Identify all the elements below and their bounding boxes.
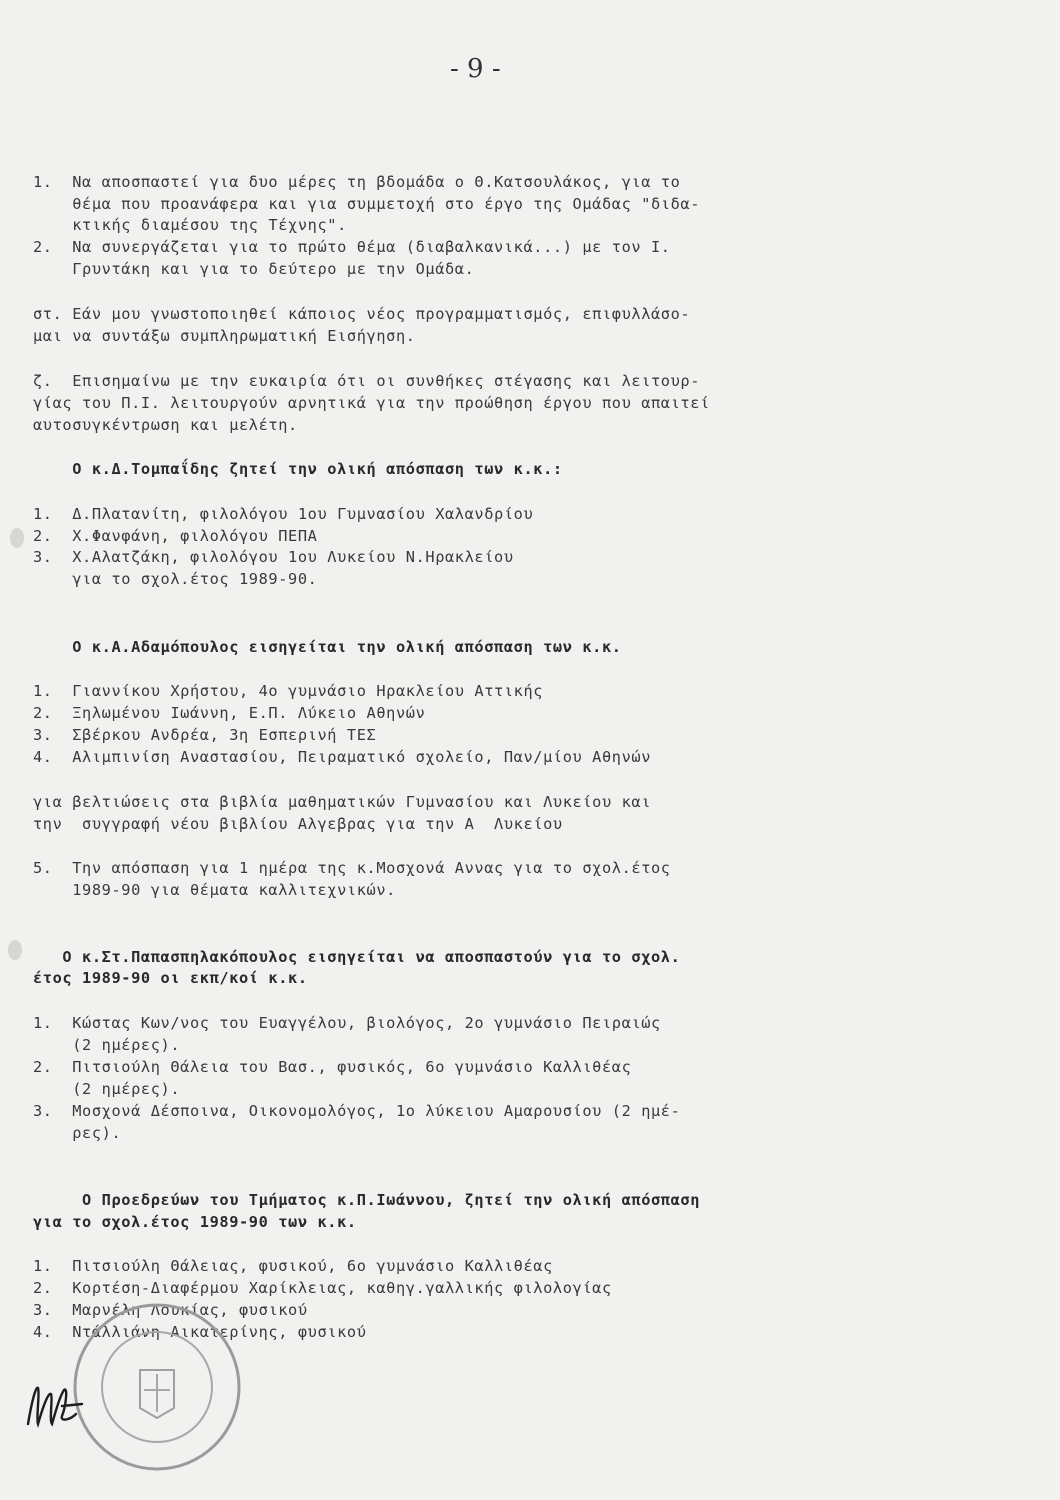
signature	[22, 1380, 102, 1430]
text-line: 4. Ντάλλιάνη Αικατερίνης, φυσικού	[33, 1323, 367, 1341]
text-line: γίας του Π.Ι. λειτουργούν αρνητικά για την προώθηση έργου που απαιτεί	[33, 394, 710, 412]
text-line: 3. Μοσχονά Δέσποινα, Οικονομολόγος, 1ο λύκειου Αμαρουσίου (2 ημέ-	[33, 1102, 681, 1120]
text-line: 3. Χ.Αλατζάκη, φιλολόγου 1ου Λυκείου Ν.Ηρακλείου	[33, 548, 514, 566]
text-line: 2. Κορτέση-Διαφέρμου Χαρίκλειας, καθηγ.γαλλικής φιλολογίας	[33, 1279, 612, 1297]
text-line: 3. Σβέρκου Ανδρέα, 3η Εσπερινή ΤΕΣ	[33, 726, 377, 744]
section-heading: για το σχολ.έτος 1989-90 των κ.κ.	[33, 1213, 357, 1231]
punch-hole-top	[10, 528, 24, 548]
text-line: 1. Κώστας Κων/νος του Ευαγγέλου, βιολόγος, 2ο γυμνάσιο Πειραιώς	[33, 1014, 661, 1032]
text-line: ζ. Επισημαίνω με την ευκαιρία ότι οι συνθήκες στέγασης και λειτουρ-	[33, 372, 701, 390]
text-line: την συγγραφή νέου βιβλίου Αλγεβρας για την Α Λυκείου	[33, 815, 563, 833]
text-line: 1. Πιτσιούλη Θάλειας, φυσικού, 6ο γυμνάσιο Καλλιθέας	[33, 1257, 553, 1275]
section-heading: Ο Προεδρεύων του Τμήματος κ.Π.Ιωάννου, ζητεί την ολική απόσπαση	[33, 1191, 701, 1209]
section-heading: Ο κ.Δ.Τομπαΐδης ζητεί την ολική απόσπαση των κ.κ.:	[33, 460, 563, 478]
text-line: 1. Να αποσπαστεί για δυο μέρες τη βδομάδα ο Θ.Κατσουλάκος, για το	[33, 173, 681, 191]
text-line: στ. Εάν μου γνωστοποιηθεί κάποιος νέος προγραμματισμός, επιφυλλάσο-	[33, 305, 691, 323]
text-line: 2. Χ.Φανφάνη, φιλολόγου ΠΕΠΑ	[33, 527, 318, 545]
text-line: 3. Μαρνέλη Λουκίας, φυσικού	[33, 1301, 308, 1319]
section-heading: Ο κ.Στ.Παπασπηλακόπουλος εισηγείται να αποσπαστούν για το σχολ.	[33, 948, 681, 966]
punch-hole-bottom	[8, 940, 22, 960]
text-line: για το σχολ.έτος 1989-90.	[33, 570, 318, 588]
text-line: 1. Δ.Πλατανίτη, φιλολόγου 1ου Γυμνασίου Χαλανδρίου	[33, 505, 534, 523]
text-line: (2 ημέρες).	[33, 1036, 181, 1054]
text-line: 1. Γιαννίκου Χρήστου, 4ο γυμνάσιο Ηρακλείου Αττικής	[33, 682, 544, 700]
text-line: για βελτιώσεις στα βιβλία μαθηματικών Γυμνασίου και Λυκείου και	[33, 793, 651, 811]
text-line: 2. Πιτσιούλη Θάλεια του Βασ., φυσικός, 6ο γυμνάσιο Καλλιθέας	[33, 1058, 632, 1076]
text-line: 2. Ξηλωμένου Ιωάννη, Ε.Π. Λύκειο Αθηνών	[33, 704, 426, 722]
text-line: 2. Να συνεργάζεται για το πρώτο θέμα (διαβαλκανικά...) με τον Ι.	[33, 238, 671, 256]
text-line: 4. Αλιμπινίση Αναστασίου, Πειραματικό σχολείο, Παν/μίου Αθηνών	[33, 748, 651, 766]
text-line: 5. Την απόσπαση για 1 ημέρα της κ.Μοσχονά Αννας για το σχολ.έτος	[33, 859, 671, 877]
text-line: ρες).	[33, 1124, 122, 1142]
text-line: αυτοσυγκέντρωση και μελέτη.	[33, 416, 298, 434]
text-line: (2 ημέρες).	[33, 1080, 181, 1098]
page-number: - 9 -	[450, 54, 501, 84]
text-line: θέμα που προανάφερα και για συμμετοχή στο έργο της Ομάδας "διδα-	[33, 195, 701, 213]
text-line: 1989-90 για θέματα καλλιτεχνικών.	[33, 881, 396, 899]
section-heading: έτος 1989-90 οι εκπ/κοί κ.κ.	[33, 969, 308, 987]
text-line: μαι να συντάξω συμπληρωματική Εισήγηση.	[33, 327, 416, 345]
section-heading: Ο κ.Α.Αδαμόπουλος εισηγείται την ολική απόσπαση των κ.κ.	[33, 638, 622, 656]
text-line: κτικής διαμέσου της Τέχνης".	[33, 216, 347, 234]
text-line: Γρυντάκη και για το δεύτερο με την Ομάδα.	[33, 260, 475, 278]
